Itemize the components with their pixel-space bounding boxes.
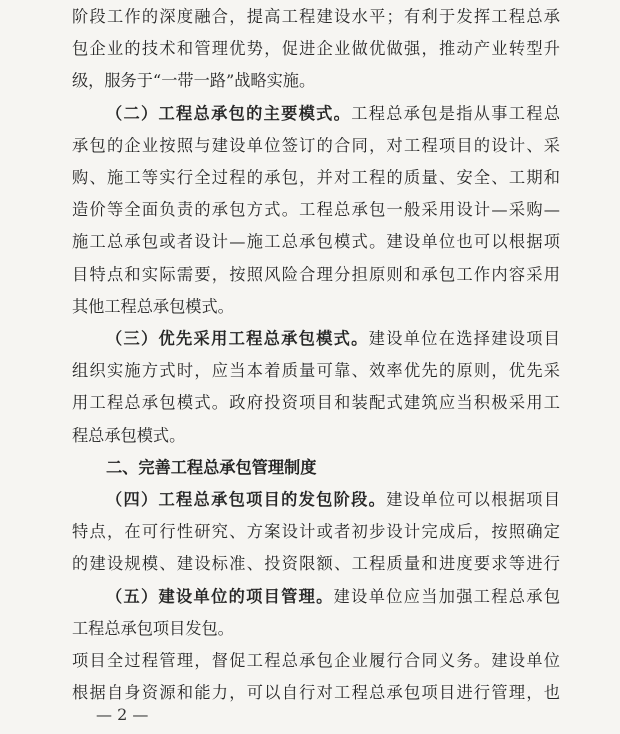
paragraph-line: 组织实施方式时，应当本着质量可靠、效率优先的原则，优先采 <box>72 361 560 380</box>
paragraph-text: 建设单位在选择建设项目 <box>368 329 560 348</box>
paragraph-line: 项目全过程管理，督促工程总承包企业履行合同义务。建设单位 <box>72 651 560 670</box>
paragraph-line <box>106 101 560 127</box>
paragraph-line: 购、施工等实行全过程的承包，并对工程的质量、安全、工期和 <box>72 168 560 187</box>
page-number: — 2 — <box>96 705 149 724</box>
paragraph-line: 包企业的技术和管理优势，促进企业做优做强，推动产业转型升 <box>72 39 560 58</box>
paragraph-line: 用工程总承包模式。政府投资项目和装配式建筑应当积极采用工 <box>72 393 560 412</box>
paragraph-lead: （四）工程总承包项目的发包阶段。 <box>106 490 387 509</box>
paragraph-line: 其他工程总承包模式。 <box>72 297 234 316</box>
section-heading: 二、完善工程总承包管理制度 <box>106 458 317 477</box>
paragraph-line <box>106 584 560 610</box>
paragraph-line: 特点，在可行性研究、方案设计或者初步设计完成后，按照确定 <box>72 522 560 541</box>
paragraph-line: 程总承包模式。 <box>72 426 186 445</box>
paragraph-lead: （二）工程总承包的主要模式。 <box>106 104 352 123</box>
paragraph-lead: （三）优先采用工程总承包模式。 <box>106 329 369 348</box>
paragraph-line: 级，服务于“一带一路”战略实施。 <box>72 71 316 90</box>
paragraph-line: 承包的企业按照与建设单位签订的合同，对工程项目的设计、采 <box>72 136 560 155</box>
paragraph-line: 的建设规模、建设标准、投资限额、工程质量和进度要求等进行 <box>72 554 560 573</box>
paragraph-line: 施工总承包或者设计—施工总承包模式。建设单位也可以根据项 <box>72 232 560 251</box>
paragraph-text: 建设单位可以根据项目 <box>386 490 561 509</box>
paragraph-line: 阶段工作的深度融合，提高工程建设水平；有利于发挥工程总承 <box>72 7 560 26</box>
paragraph-line: 目特点和实际需要，按照风险合理分担原则和承包工作内容采用 <box>72 265 560 284</box>
paragraph-text: 工程总承包是指从事工程总 <box>351 104 561 123</box>
paragraph-lead: （五）建设单位的项目管理。 <box>106 587 334 606</box>
paragraph-line: 工程总承包项目发包。 <box>72 619 234 638</box>
paragraph-text: 建设单位应当加强工程总承包 <box>333 587 561 606</box>
paragraph-line <box>106 487 560 513</box>
paragraph-line <box>106 326 560 352</box>
paragraph-line: 根据自身资源和能力，可以自行对工程总承包项目进行管理，也 <box>72 683 560 702</box>
paragraph-line: 造价等全面负责的承包方式。工程总承包一般采用设计—采购— <box>72 200 560 219</box>
